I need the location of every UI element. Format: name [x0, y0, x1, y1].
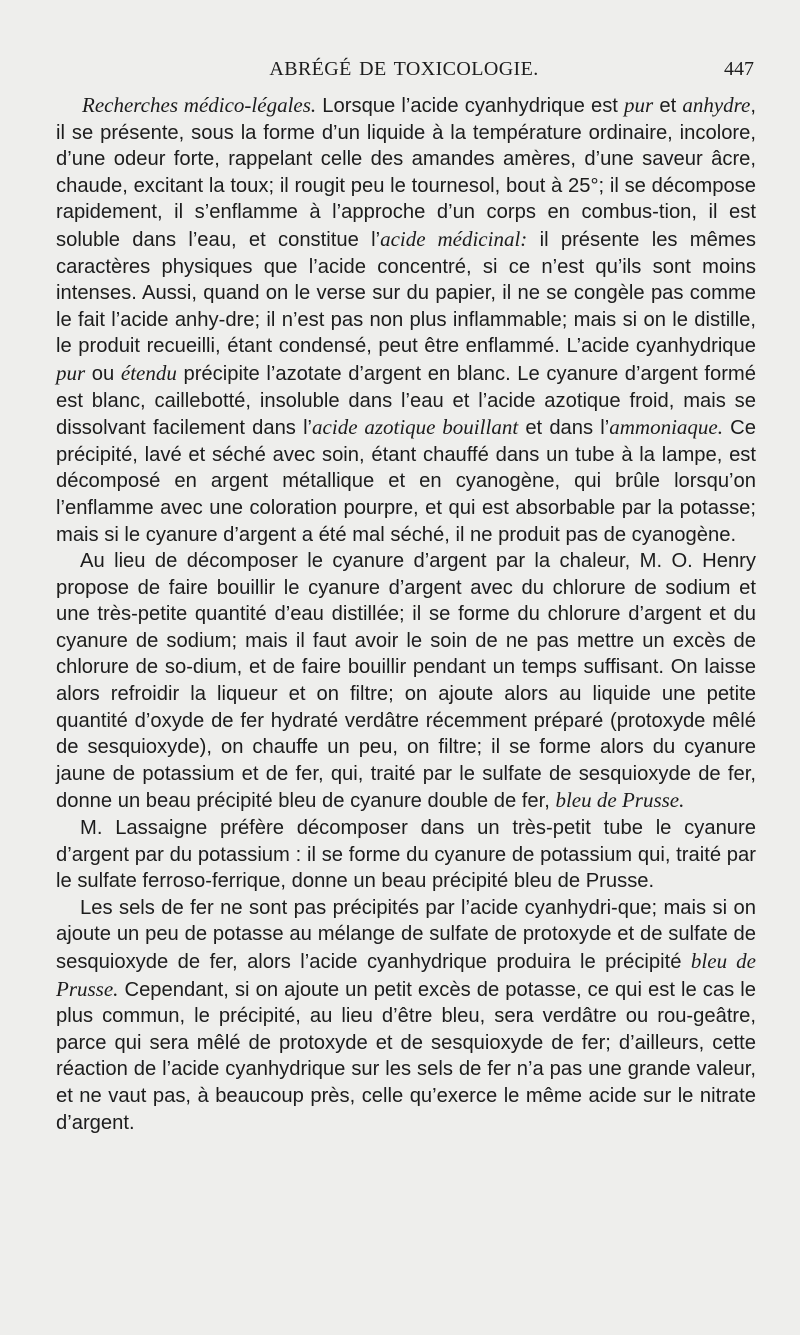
italic-text: acide médicinal: — [380, 226, 528, 251]
paragraph-lassaigne — [56, 815, 756, 895]
italic-text: acide azotique bouillant — [312, 415, 519, 440]
text-run: et dans l’ — [518, 417, 610, 440]
running-title: ABRÉGÉ DE TOXICOLOGIE. — [269, 58, 539, 80]
paragraph-henry — [56, 548, 756, 815]
text-run: , il se présente, sous la forme d’un liquide à la température ordinaire, incolore, d’une odeur forte, rappelant celle des amandes amères, d’une saveur âcre, chaude, excitant la toux; il rougit peu le tournesol, bout à 25°; il se décompose rapidement, il s’enflamme à l’approche d’un corps en combus-tion, il est soluble dans l’eau, et constitue l’ — [56, 95, 756, 251]
paragraph-sels-de-fer — [56, 895, 756, 1136]
text-run: Cependant, si on ajoute un petit excès de potasse, ce qui est le cas le plus commun, le précipité, au lieu d’être bleu, sera verdâtre ou rou-geâtre, parce qui sera mêlé de protoxyde et de sesquioxyde de fer; d’ailleurs, cette réaction de l’acide cyanhydrique sur les sels de fer n’a pas une grande valeur, et ne vaut pas, à beaucoup près, celle qu’exerce le même acide sur le nitrate d’argent. — [56, 978, 756, 1134]
page-number: 447 — [724, 58, 754, 80]
text-run: M. Lassaigne préfère décomposer dans un très-petit tube le cyanure d’argent par du potassium : il se forme du cyanure de potassium qui, traité par le sulfate ferroso-ferrique, donne un beau précipité bleu de Prusse. — [56, 817, 756, 893]
text-run: précipite l’azotate d’argent en blanc. Le cyanure d’argent formé est blanc, caillebotté, insoluble dans l’eau et l’acide azotique froid, mais se dissolvant facilement dans l’ — [56, 362, 756, 440]
italic-text: anhydre — [682, 93, 751, 117]
text-run: Ce précipité, lavé et séché avec soin, étant chauffé dans un tube à la lampe, est décomposé en argent métallique et en cyanogène, qui brûle lorsqu’on l’enflamme avec une coloration pourpre, et qui est absorbable par la potasse; mais si le cyanure d’argent a été mal séché, il ne produit pas de cyanogène. — [56, 417, 756, 546]
italic-text: ammoniaque. — [609, 415, 724, 440]
paragraph-recherches — [56, 92, 756, 548]
italic-text: bleu de Prusse. — [555, 788, 685, 813]
text-run: et — [653, 95, 683, 117]
italic-text: bleu de Prusse. — [56, 949, 756, 1001]
body-text — [56, 92, 756, 1136]
italic-text: pur — [56, 360, 86, 385]
italic-text: pur — [624, 93, 654, 117]
italic-text: Recherches médico-légales. — [82, 93, 317, 117]
text-run: il présente les mêmes caractères physiques que l’acide concentré, si ce n’est qu’ils sont moins intenses. Aussi, quand on le verse sur du papier, il ne se congèle pas comme le fait l’acide anhy-dre; il n’est pas non plus inflammable; mais si on le distille, le produit recueilli, étant condensé, peut être enflammé. L’acide cyanhydrique — [56, 228, 756, 358]
text-run: Au lieu de décomposer le cyanure d’argent par la chaleur, M. O. Henry propose de faire bouillir le cyanure d’argent avec du chlorure de sodium et une très-petite quantité d’eau distillée; il se forme du chlorure d’argent et du cyanure de sodium; mais il faut avoir le soin de ne pas mettre un excès de chlorure de so-dium, et de faire bouillir pendant un temps suffisant. On laisse alors refroidir la liqueur et on filtre; on ajoute alors au liquide une petite quantité d’oxyde de fer hydraté verdâtre récemment préparé (protoxyde mêlé de sesquioxyde), on chauffe un peu, on filtre; il se forme alors du cyanure jaune de potassium et de fer, qui, traité par le sulfate de sesquioxyde de fer, donne un beau précipité bleu de cyanure double de fer, — [56, 550, 756, 813]
italic-text: étendu — [120, 360, 177, 385]
text-run: ou — [85, 362, 121, 385]
text-run: Lorsque l’acide cyanhydrique est — [316, 95, 625, 117]
page-header — [54, 58, 754, 84]
text-run: Les sels de fer ne sont pas précipités par l’acide cyanhydri-que; mais si on ajoute un peu de potasse au mélange de sulfate de protoxyde et de sulfate de sesquioxyde de fer, alors l’acide cyanhydrique produira le précipité — [56, 896, 756, 973]
